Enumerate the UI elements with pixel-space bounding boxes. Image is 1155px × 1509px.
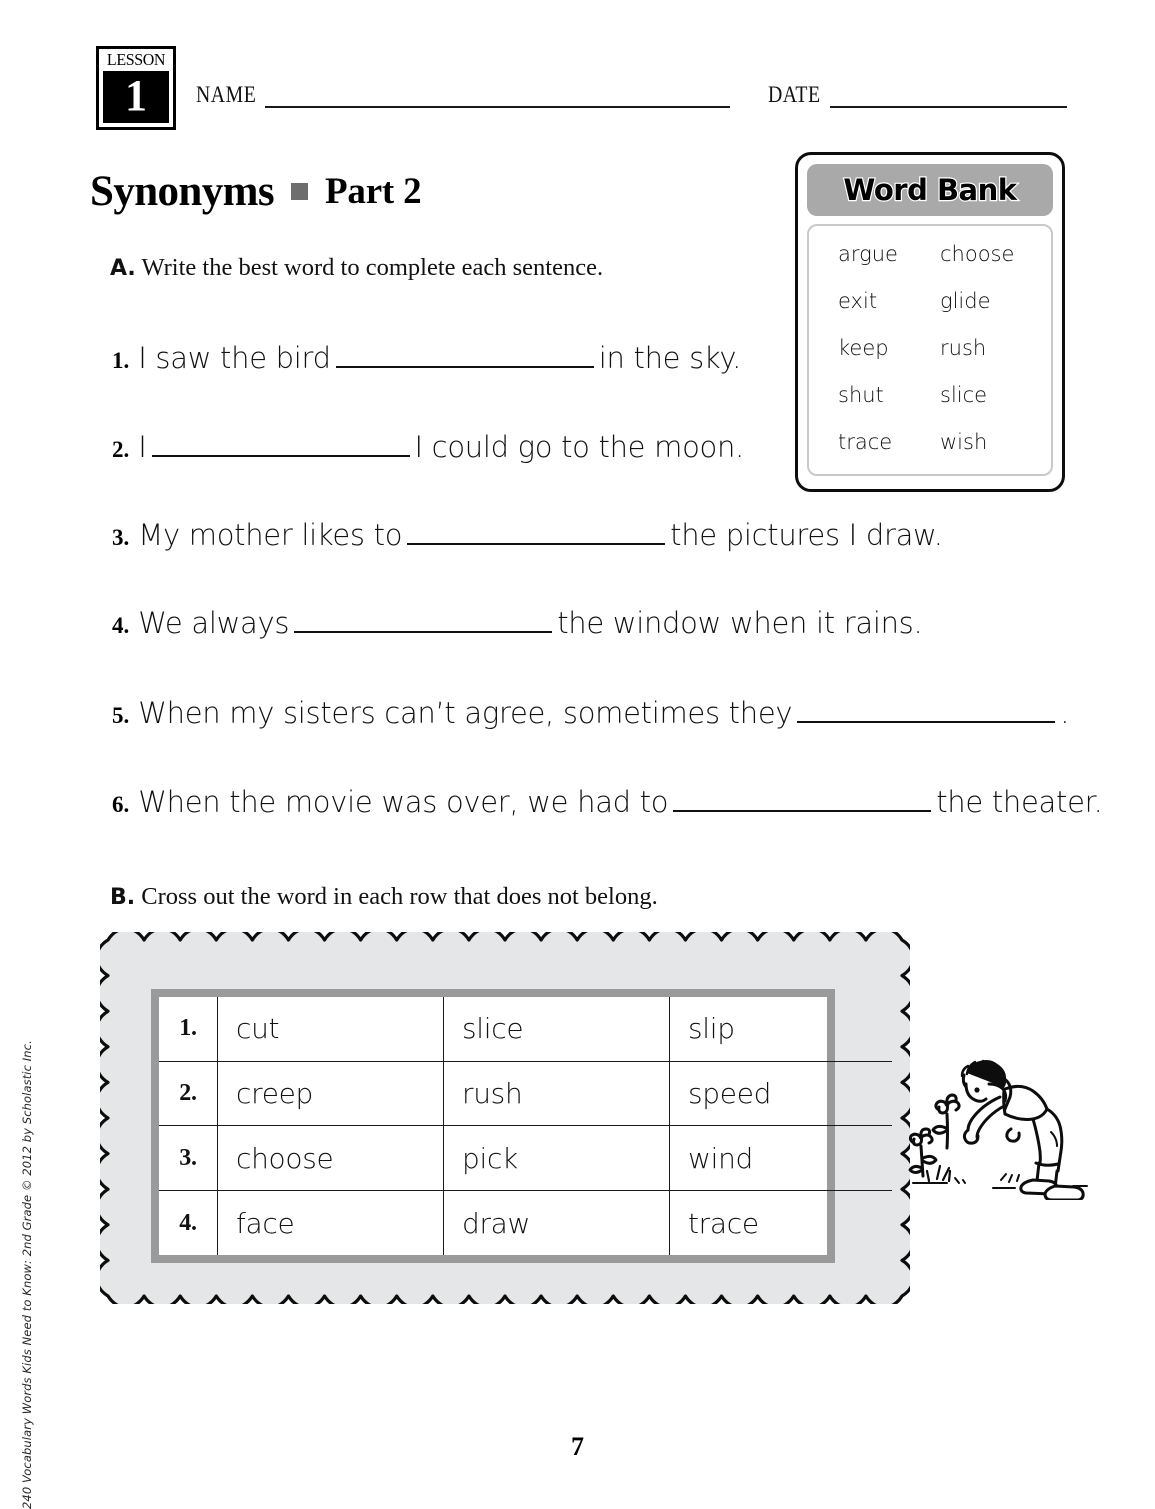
question-text-before: We always (138, 606, 290, 640)
table-row-number: 2. (159, 1061, 218, 1126)
table-cell-word[interactable]: speed (670, 1061, 893, 1126)
word-bank-row (809, 289, 1051, 336)
question-text-after: the theater. (936, 785, 1103, 819)
word-bank-word: rush (940, 336, 987, 360)
sidebar-copyright-credit: 240 Vocabulary Words Kids Need to Know: 2nd Grade © 2012 by Scholastic Inc. (20, 1040, 34, 1509)
word-bank-title: Word Bank (843, 173, 1017, 207)
answer-blank-3[interactable] (407, 518, 665, 545)
word-bank-word-list (807, 224, 1053, 476)
table-cell-word[interactable]: face (218, 1191, 444, 1255)
question-text-before: I (138, 430, 147, 464)
word-bank-header (807, 164, 1053, 216)
question-text-after: . (1060, 696, 1070, 730)
question-number: 5. (112, 703, 130, 728)
table-cell-word[interactable]: cut (218, 997, 444, 1061)
direction-a (110, 253, 603, 284)
answer-blank-6[interactable] (673, 785, 931, 812)
word-bank-word: slice (940, 383, 988, 407)
page-number: 7 (571, 1432, 584, 1461)
page-title (90, 168, 421, 216)
name-label: NAME (196, 82, 257, 107)
word-bank-word: choose (940, 242, 1015, 266)
table-row-number: 1. (159, 997, 218, 1061)
date-label: DATE (768, 82, 821, 107)
question-text-after: the pictures I draw. (670, 518, 943, 552)
question-number: 3. (112, 525, 130, 550)
word-bank-word: argue (838, 242, 898, 266)
name-write-line[interactable] (265, 106, 730, 108)
page-title-part: Part 2 (325, 171, 422, 212)
page-title-main: Synonyms (90, 168, 274, 215)
word-bank-word: shut (838, 383, 884, 407)
table-cell-word[interactable]: pick (444, 1126, 670, 1191)
question-text-after: I could go to the moon. (414, 430, 744, 464)
direction-b-text: Cross out the word in each row that does not belong. (141, 883, 658, 910)
question-text-before: My mother likes to (138, 518, 403, 552)
lesson-badge-number-box (103, 71, 169, 123)
table-row (159, 1191, 892, 1255)
question-number: 2. (112, 437, 130, 462)
question-text-before: When the movie was over, we had to (138, 785, 669, 819)
question-number: 6. (112, 792, 130, 817)
word-bank-row (809, 336, 1051, 383)
table-row-number: 4. (159, 1191, 218, 1255)
word-sort-table (151, 989, 835, 1263)
question-3 (112, 518, 943, 552)
square-bullet-icon (291, 183, 308, 200)
word-bank-word: keep (838, 336, 889, 360)
direction-a-letter: A. (110, 256, 136, 281)
question-text-after: in the sky. (598, 341, 742, 375)
lesson-badge-word: LESSON (106, 50, 166, 69)
direction-a-text: Write the best word to complete each sentence. (141, 254, 604, 281)
word-bank-word: wish (940, 430, 988, 454)
word-bank-row (809, 430, 1051, 477)
answer-blank-5[interactable] (797, 696, 1055, 723)
lesson-badge-number: 1 (125, 71, 147, 121)
lesson-badge (96, 46, 176, 130)
table-row-number: 3. (159, 1126, 218, 1191)
table-cell-word[interactable]: slip (670, 997, 893, 1061)
question-text-after: the window when it rains. (557, 606, 923, 640)
question-text-before: When my sisters can’t agree, sometimes they (138, 696, 793, 730)
table-cell-word[interactable]: wind (670, 1126, 893, 1191)
table-cell-word[interactable]: rush (444, 1061, 670, 1126)
table-cell-word[interactable]: choose (218, 1126, 444, 1191)
table-cell-word[interactable]: draw (444, 1191, 670, 1255)
question-5 (112, 696, 1069, 730)
table-row (159, 997, 892, 1061)
table-row (159, 1126, 892, 1191)
word-bank-word: exit (838, 289, 878, 313)
direction-b (110, 882, 658, 913)
question-6 (112, 785, 1102, 819)
table-cell-word[interactable]: trace (670, 1191, 893, 1255)
question-number: 4. (112, 613, 130, 638)
word-bank-row (809, 242, 1051, 289)
question-4 (112, 606, 922, 640)
answer-blank-2[interactable] (152, 430, 410, 457)
word-bank-row (809, 383, 1051, 430)
date-write-line[interactable] (830, 106, 1067, 108)
answer-blank-1[interactable] (336, 341, 594, 368)
word-bank-panel (795, 152, 1065, 492)
word-bank-word: trace (838, 430, 893, 454)
question-number: 1. (112, 348, 130, 373)
question-2 (112, 430, 744, 464)
word-bank-word: glide (940, 289, 991, 313)
answer-blank-4[interactable] (294, 606, 552, 633)
direction-b-letter: B. (110, 885, 136, 910)
question-text-before: I saw the bird (138, 341, 331, 375)
table-cell-word[interactable]: slice (444, 997, 670, 1061)
table-cell-word[interactable]: creep (218, 1061, 444, 1126)
question-1 (112, 341, 741, 375)
boy-picking-flowers-illustration (905, 1040, 1100, 1200)
table-row (159, 1061, 892, 1126)
